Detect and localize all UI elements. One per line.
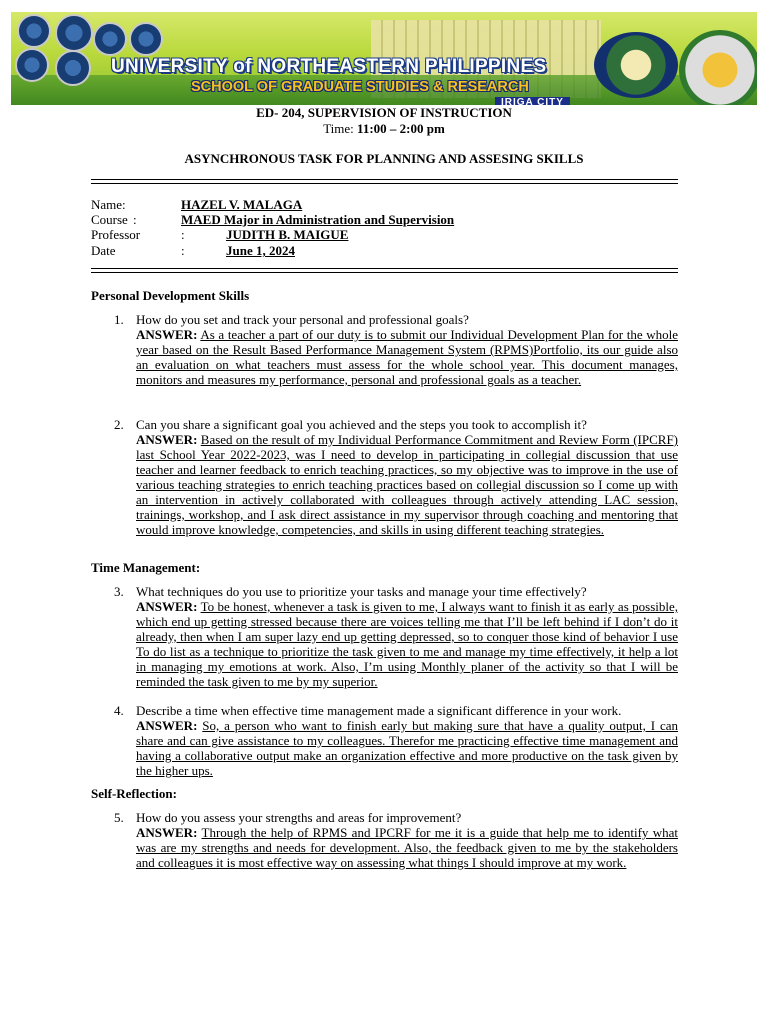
section-time-management: Time Management: [91,560,201,575]
page-title: ASYNCHRONOUS TASK FOR PLANNING AND ASSESING SKILLS [184,151,584,166]
course-label: Course [91,212,128,227]
answer-text: Through the help of RPMS and IPCRF for me it is a guide that help me to identify what was are my strengths and needs for development. Also, the feedback given to me by the stakeholders and colleagues it is most effective way on assessing what things I should improve at my work. [136,825,678,870]
divider [91,183,678,184]
course-colon: : [133,212,137,227]
name-colon: : [122,197,126,212]
section-self-reflection: Self-Reflection: [91,786,177,801]
answer-label: ANSWER: [136,432,198,447]
answer-block [136,718,678,778]
logo-icon [55,50,91,86]
answer-block [136,327,678,387]
city-label: IRIGA CITY [495,97,570,105]
name-value: HAZEL V. MALAGA [181,197,303,212]
question-number: 3. [114,584,124,599]
course-line: ED- 204, SUPERVISION OF INSTRUCTION [256,105,512,120]
graduate-studies-seal-icon [679,30,757,105]
university-name: UNIVERSITY of NORTHEASTERN PHILIPPINES [111,56,547,77]
answer-label: ANSWER: [136,718,198,733]
course-value: MAED Major in Administration and Supervision [181,212,455,227]
answer-block [136,599,678,689]
time-label: Time: [323,121,354,136]
answer-label: ANSWER: [136,825,198,840]
question-text: Describe a time when effective time management made a significant difference in your work. [136,703,622,718]
logo-icon [17,14,51,48]
logo-icon [55,14,93,52]
time-line [0,121,768,137]
answer-text: As a teacher a part of our duty is to submit our Individual Development Plan for the whole year based on the Result Based Performance Management System (RPMS)Portfolio, its our guide also an evaluation on what teachers must assess for the whole school year. This document manages, monitors and measures my performance, personal and professional goals as a teacher. [136,327,678,387]
question-number: 4. [114,703,124,718]
question-number: 2. [114,417,124,432]
date-colon: : [181,243,185,258]
question-text: How do you set and track your personal and professional goals? [136,312,469,327]
answer-label: ANSWER: [136,327,198,342]
professor-colon: : [181,227,185,242]
divider [91,179,678,180]
answer-block [136,432,678,537]
professor-label: Professor [91,227,141,242]
date-value: June 1, 2024 [226,243,295,258]
logo-icon [15,48,49,82]
question-number: 1. [114,312,124,327]
question-text: What techniques do you use to prioritize your tasks and manage your time effectively? [136,584,587,599]
question-number: 5. [114,810,124,825]
date-label: Date [91,243,116,258]
time-value: 11:00 – 2:00 pm [357,121,445,136]
header-banner [11,12,757,105]
divider [91,268,678,269]
name-label: Name [91,197,123,212]
logo-icon [129,22,163,56]
question-text: Can you share a significant goal you achieved and the steps you took to accomplish it? [136,417,587,432]
university-seal-icon [594,32,678,98]
answer-text: Based on the result of my Individual Performance Commitment and Review Form (IPCRF) last School Year 2022-2023, was I need to develop in participating in collegial discussion that use teacher and learner feedback to enrich teaching practices, so my objective was to improve in the use of various teaching strategies to enrich teaching practices based on collegial discussion so I come up with an intervention in actively collaborated with colleagues through actively attending LAC session, trainings, workshop, and I ask direct assistance in my supervisor through coaching and mentoring that would improve knowledge, competencies, and skills in using different teaching strategies. [136,432,679,537]
section-personal-development: Personal Development Skills [91,288,250,303]
school-name: SCHOOL OF GRADUATE STUDIES & RESEARCH [191,79,529,95]
professor-value: JUDITH B. MAIGUE [226,227,349,242]
answer-label: ANSWER: [136,599,198,614]
answer-text: To be honest, whenever a task is given to me, I always want to finish it as early as possible, which end up getting stressed because there are voices telling me that I’ll be left behind if I don’t do it already, then when I am super lazy end up getting depressed, so to conquer those kind of behavior I use To do list as a technique to prioritize the task given to me and manage my time effectively, it help a lot in managing my emotions at work. Also, I’m using Monthly planer of the activity so that I will be reminded the task given to me by my superior. [136,599,678,689]
answer-text: So, a person who want to finish early but making sure that have a quality output, I can share and can give assistance to my colleagues. Therefor me practicing effective time management and having a collaborative output make an organization effective and more productive on the task given by the higher ups. [136,718,679,778]
answer-block [136,825,678,870]
question-text: How do you assess your strengths and areas for improvement? [136,810,462,825]
divider [91,272,678,273]
logo-icon [93,22,127,56]
